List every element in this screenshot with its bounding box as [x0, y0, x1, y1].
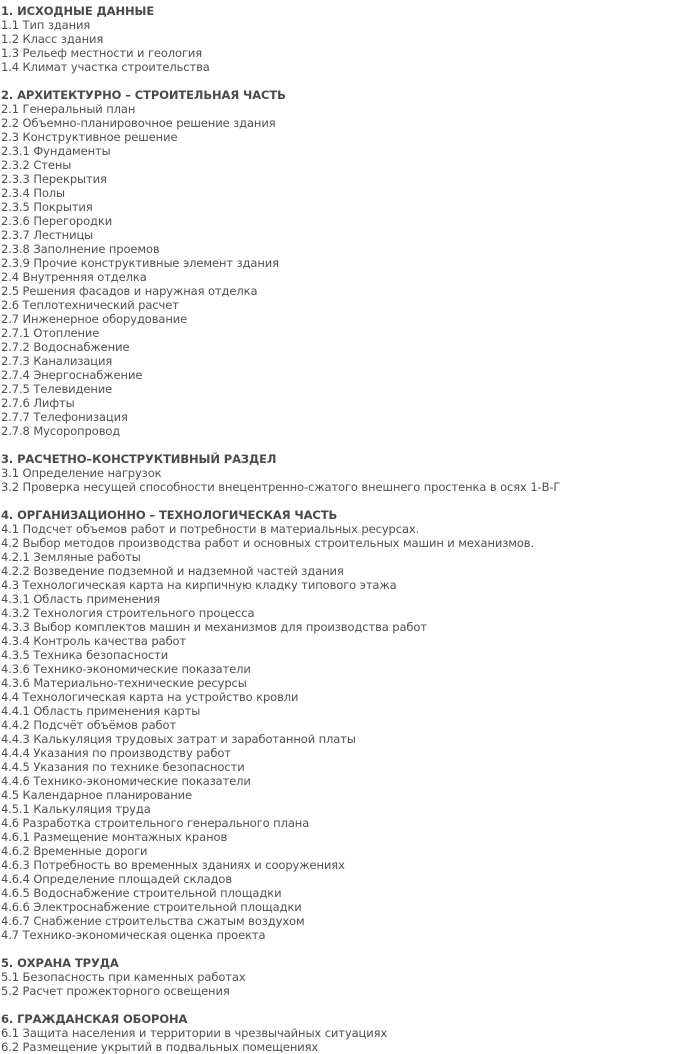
toc-section — [0, 452, 700, 494]
toc-item: 4.6.7 Снабжение строительства сжатым воздухом — [1, 914, 305, 928]
toc-item: 4.1 Подсчет объемов работ и потребности в материальных ресурсах. — [1, 522, 420, 536]
toc-item: 4.3.1 Область применения — [1, 592, 161, 606]
toc-item: 4.2.1 Земляные работы — [1, 550, 141, 564]
toc-item: 4.6 Разработка строительного генерального плана — [1, 816, 310, 830]
toc-item: 2.7.7 Телефонизация — [1, 410, 128, 424]
toc-item: 2.4 Внутренняя отделка — [1, 270, 147, 284]
toc-item: 2.3.5 Покрытия — [1, 200, 93, 214]
section-heading: 4. ОРГАНИЗАЦИОННО – ТЕХНОЛОГИЧЕСКАЯ ЧАСТЬ — [1, 508, 338, 522]
toc-item: 2.3.3 Перекрытия — [1, 172, 107, 186]
toc-item: 2.1 Генеральный план — [1, 102, 136, 116]
toc-item: 4.6.1 Размещение монтажных кранов — [1, 830, 228, 844]
toc-item: 4.4.4 Указания по производству работ — [1, 746, 231, 760]
toc-item: 4.6.4 Определение площадей складов — [1, 872, 233, 886]
toc-item: 2.7.3 Канализация — [1, 354, 113, 368]
toc-item: 4.3.2 Технология строительного процесса — [1, 606, 255, 620]
toc-item: 1.1 Тип здания — [1, 18, 91, 32]
toc-item: 4.6.5 Водоснабжение строительной площадки — [1, 886, 282, 900]
toc-item: 2.3 Конструктивное решение — [1, 130, 178, 144]
toc-item: 4.4.1 Область применения карты — [1, 704, 201, 718]
toc-item: 5.1 Безопасность при каменных работах — [1, 970, 246, 984]
toc-item: 2.7.2 Водоснабжение — [1, 340, 130, 354]
toc-item: 1.4 Климат участка строительства — [1, 60, 210, 74]
toc-item: 4.4.2 Подсчёт объёмов работ — [1, 718, 177, 732]
toc-item: 2.3.2 Стены — [1, 158, 72, 172]
toc-section — [0, 1012, 700, 1054]
toc-item: 2.7 Инженерное оборудование — [1, 312, 188, 326]
toc-item: 4.7 Технико-экономическая оценка проекта — [1, 928, 266, 942]
toc-item: 6.2 Размещение укрытий в подвальных помещениях — [1, 1040, 319, 1054]
toc-item: 4.3.4 Контроль качества работ — [1, 634, 187, 648]
toc-item: 2.7.8 Мусоропровод — [1, 424, 121, 438]
toc-item: 2.3.8 Заполнение проемов — [1, 242, 160, 256]
toc-item: 4.4.3 Калькуляция трудовых затрат и заработанной платы — [1, 732, 356, 746]
toc-item: 5.2 Расчет прожекторного освещения — [1, 984, 230, 998]
toc-section — [0, 88, 700, 438]
section-heading: 6. ГРАЖДАНСКАЯ ОБОРОНА — [1, 1012, 188, 1026]
toc-item: 2.7.1 Отопление — [1, 326, 100, 340]
toc-item: 2.2 Объемно-планировочное решение здания — [1, 116, 276, 130]
toc-item: 4.3.3 Выбор комплектов машин и механизмов для производства работ — [1, 620, 427, 634]
section-heading: 5. ОХРАНА ТРУДА — [1, 956, 119, 970]
toc-item: 4.2 Выбор методов производства работ и основных строительных машин и механизмов. — [1, 536, 534, 550]
toc-item: 2.7.4 Энергоснабжение — [1, 368, 143, 382]
toc-item: 2.3.4 Полы — [1, 186, 66, 200]
toc-item: 2.3.7 Лестницы — [1, 228, 94, 242]
toc-item: 4.5 Календарное планирование — [1, 788, 193, 802]
toc-section — [0, 508, 700, 942]
toc-item: 4.5.1 Калькуляция труда — [1, 802, 151, 816]
toc-item: 4.6.3 Потребность во временных зданиях и сооружениях — [1, 858, 345, 872]
toc-item: 4.6.6 Электроснабжение строительной площадки — [1, 900, 302, 914]
section-heading: 1. ИСХОДНЫЕ ДАННЫЕ — [1, 4, 155, 18]
section-heading: 3. РАСЧЕТНО–КОНСТРУКТИВНЫЙ РАЗДЕЛ — [1, 452, 277, 466]
toc-item: 4.3 Технологическая карта на кирпичную кладку типового этажа — [1, 578, 397, 592]
toc-item: 4.2.2 Возведение подземной и надземной частей здания — [1, 564, 344, 578]
toc-item: 2.6 Теплотехнический расчет — [1, 298, 179, 312]
toc-item: 1.3 Рельеф местности и геология — [1, 46, 203, 60]
toc-item: 4.6.2 Временные дороги — [1, 844, 148, 858]
toc-item: 1.2 Класс здания — [1, 32, 104, 46]
section-heading: 2. АРХИТЕКТУРНО – СТРОИТЕЛЬНАЯ ЧАСТЬ — [1, 88, 286, 102]
toc-section — [0, 4, 700, 74]
toc-item: 3.1 Определение нагрузок — [1, 466, 162, 480]
toc-item: 6.1 Защита населения и территории в чрезвычайных ситуациях — [1, 1026, 388, 1040]
toc-item: 4.3.6 Материально-технические ресурсы — [1, 676, 247, 690]
toc-item: 4.4 Технологическая карта на устройство кровли — [1, 690, 299, 704]
toc-item: 2.5 Решения фасадов и наружная отделка — [1, 284, 258, 298]
toc-item: 4.3.5 Техника безопасности — [1, 648, 169, 662]
toc-item: 4.3.6 Технико-экономические показатели — [1, 662, 251, 676]
toc-section — [0, 956, 700, 998]
toc-item: 2.7.6 Лифты — [1, 396, 75, 410]
toc-item: 4.4.5 Указания по технике безопасности — [1, 760, 245, 774]
toc-item: 2.3.1 Фундаменты — [1, 144, 111, 158]
toc-item: 2.3.9 Прочие конструктивные элемент здания — [1, 256, 279, 270]
toc-item: 2.3.6 Перегородки — [1, 214, 113, 228]
toc-item: 3.2 Проверка несущей способности внецентренно-сжатого внешнего простенка в осях 1-В-Г — [1, 480, 561, 494]
toc-item: 2.7.5 Телевидение — [1, 382, 113, 396]
toc-item: 4.4.6 Технико-экономические показатели — [1, 774, 251, 788]
